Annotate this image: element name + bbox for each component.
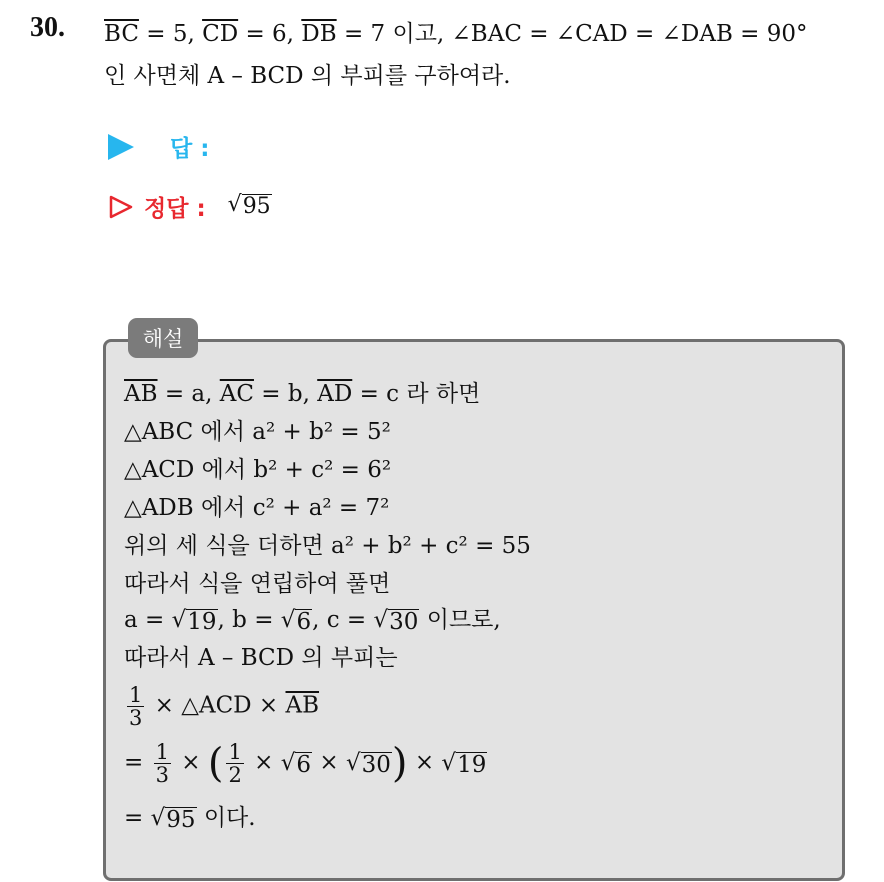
sqrt-6: √ 6	[280, 749, 312, 778]
solution-text: =	[124, 749, 151, 776]
solution-line-7	[124, 606, 501, 634]
segment-ab: $\overline{AB}$	[285, 692, 320, 719]
solution-text: × △ACD ×	[147, 692, 286, 719]
question-line-1	[104, 15, 808, 48]
solution-line-9	[124, 684, 319, 729]
solution-text: = a,	[157, 381, 220, 407]
solution-text: a =	[124, 607, 172, 633]
answer-label: 답 :	[170, 136, 210, 162]
sqrt-30: √ 30	[373, 607, 419, 635]
question-number: 30.	[30, 12, 65, 43]
sqrt-30: √ 30	[345, 749, 391, 778]
correct-answer-row	[108, 190, 272, 223]
solution-tab: 해설	[128, 318, 198, 358]
question-text: = 7 이고, ∠BAC = ∠CAD = ∠DAB = 90°	[336, 21, 808, 47]
correct-answer-value: √ 95	[227, 192, 271, 220]
solution-text: , b =	[217, 607, 281, 633]
solution-text: , c =	[312, 607, 374, 633]
question-text: = 5,	[138, 21, 203, 47]
segment-ad: $\overline{AD}$	[317, 381, 353, 407]
left-paren: (	[207, 740, 224, 787]
correct-answer-label: 정답 :	[144, 196, 206, 222]
segment-bc: $\overline{BC}$	[104, 21, 139, 47]
solution-line-4: △ADB 에서 c² + a² = 7²	[124, 495, 390, 521]
solution-text: = c 라 하면	[352, 381, 481, 407]
answer-row	[108, 130, 209, 163]
fraction-one-third: $\frac{1}{3}$	[129, 683, 143, 730]
solution-line-5: 위의 세 식을 더하면 a² + b² + c² = 55	[124, 533, 531, 559]
solution-text: 이므로,	[419, 607, 501, 633]
question-text: = 6,	[238, 21, 302, 47]
sqrt-6: √ 6	[280, 607, 312, 635]
segment-db: $\overline{DB}$	[301, 21, 337, 47]
segment-ab: $\overline{AB}$	[124, 381, 158, 407]
play-triangle-icon	[108, 134, 134, 160]
solution-line-1	[124, 380, 480, 408]
sqrt-19: √ 19	[171, 607, 217, 635]
fraction-one-half: $\frac{1}{2}$	[228, 740, 242, 787]
solution-text: ×	[246, 749, 281, 776]
solution-line-10	[124, 741, 487, 786]
outline-triangle-icon	[108, 194, 134, 220]
solution-line-8: 따라서 A – BCD 의 부피는	[124, 645, 398, 671]
sqrt-19: √ 19	[441, 749, 487, 778]
solution-line-11	[124, 804, 256, 832]
solution-text: =	[124, 805, 151, 831]
solution-text: ×	[407, 749, 442, 776]
question-line-2: 인 사면체 A – BCD 의 부피를 구하여라.	[104, 63, 511, 89]
sqrt-95: √ 95	[150, 805, 196, 833]
solution-line-2: △ABC 에서 a² + b² = 5²	[124, 419, 391, 445]
solution-text: = b,	[253, 381, 318, 407]
fraction-one-third: $\frac{1}{3}$	[155, 740, 169, 787]
solution-line-6: 따라서 식을 연립하여 풀면	[124, 571, 391, 597]
solution-text: 이다.	[196, 805, 256, 831]
solution-line-3: △ACD 에서 b² + c² = 6²	[124, 457, 392, 483]
right-paren: )	[391, 740, 408, 787]
segment-cd: $\overline{CD}$	[202, 21, 239, 47]
solution-text: ×	[312, 749, 346, 776]
segment-ac: $\overline{AC}$	[219, 381, 254, 407]
solution-text: ×	[173, 749, 208, 776]
